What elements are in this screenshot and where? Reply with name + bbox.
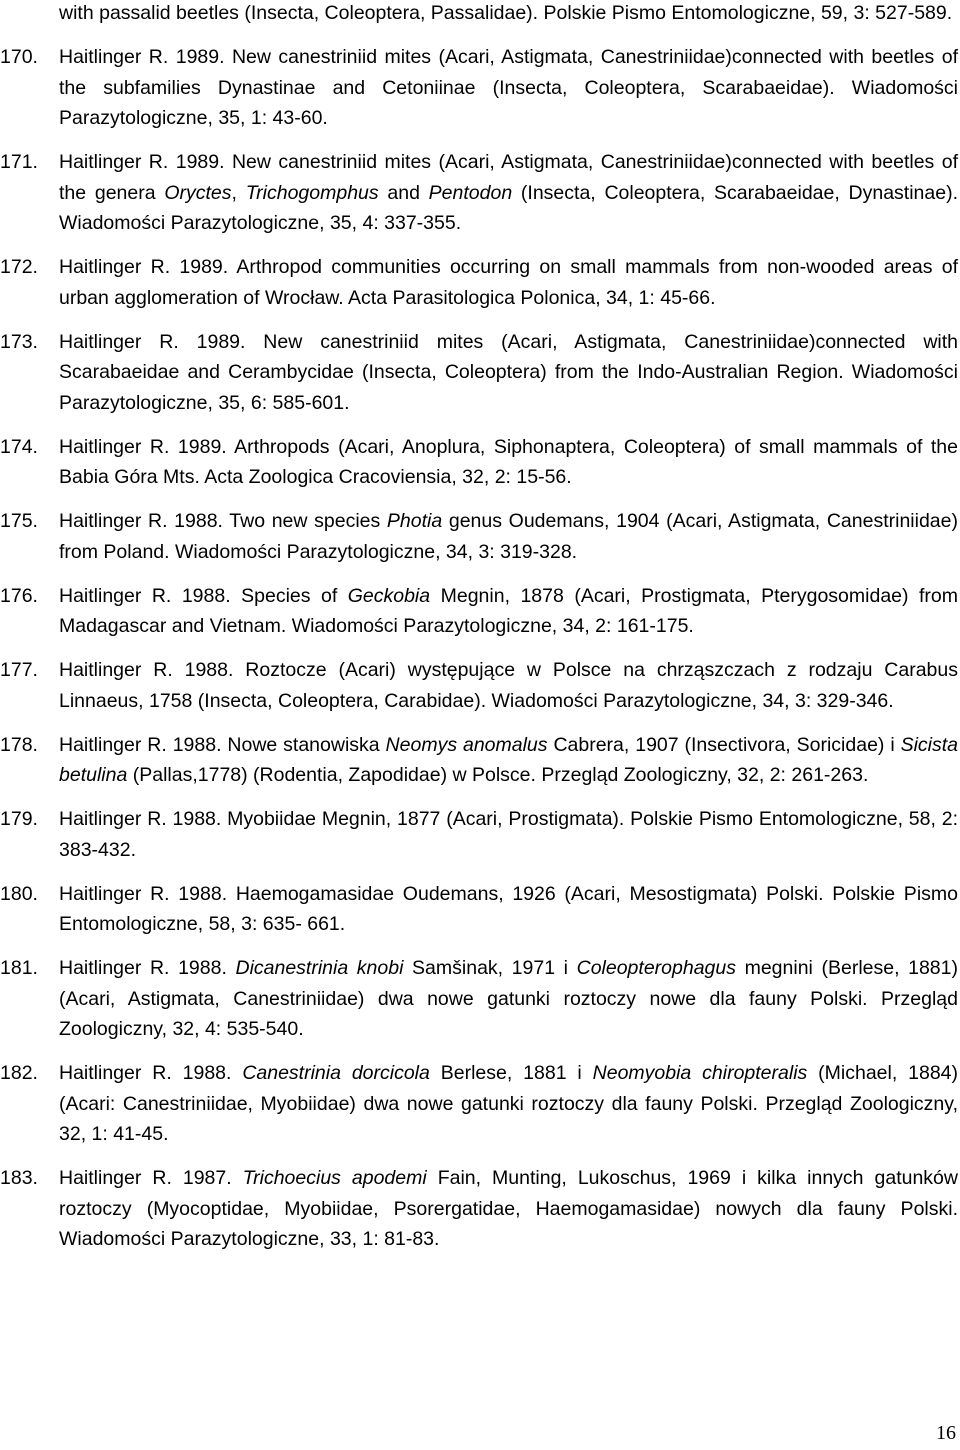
citation-text: Haitlinger R. 1989. New canestriniid mites (Acari, Astigmata, Canestriniidae)connected with Scarabaeidae and Cerambycidae (Insecta, Coleoptera) from the Indo-Australian Region. Wiadomości Parazytologiczne, 35, 6: 585-601. — [59, 330, 958, 414]
entry-citation — [59, 256, 958, 309]
page-number: 16 — [936, 1421, 956, 1444]
entry-number: 178. — [0, 733, 38, 756]
bibliography-entry — [0, 432, 960, 493]
citation-text: Haitlinger R. 1987. — [59, 1167, 243, 1189]
entry-number: 174. — [0, 435, 38, 458]
bibliography-entry — [0, 1058, 960, 1150]
citation-text: Haitlinger R. 1988. Myobiidae Megnin, 1877 (Acari, Prostigmata). Polskie Pismo Entomologiczne, 58, 2: 383-432. — [59, 808, 958, 861]
citation-text: Haitlinger R. 1989. New canestriniid mites (Acari, Astigmata, Canestriniidae)connected with beetles of the subfamilies Dynastinae and Cetoniinae (Insecta, Coleoptera, Scarabaeidae). Wiadomości Parazytologiczne, 35, 1: 43-60. — [59, 46, 958, 129]
entry-citation — [59, 46, 958, 129]
bibliography-entry — [0, 0, 960, 29]
bibliography-entry — [0, 581, 960, 642]
citation-text: Haitlinger R. 1989. New canestriniid mites (Acari, Astigmata, Canestriniidae)connected with beetles of the genera — [59, 151, 958, 204]
entry-number: 175. — [0, 510, 38, 532]
bibliography-entry — [0, 953, 960, 1045]
citation-text: Berlese, 1881 i — [429, 1062, 593, 1084]
citation-text: Haitlinger R. 1988. Nowe stanowiska — [59, 733, 386, 756]
entry-citation — [59, 331, 958, 414]
taxon-name: Neomyobia chiropteralis — [592, 1062, 808, 1084]
citation-text: , — [231, 181, 246, 204]
citation-text: Cabrera, 1907 (Insectivora, Soricidae) i — [547, 733, 901, 756]
entry-citation — [59, 883, 958, 936]
entry-number: 182. — [0, 1062, 38, 1084]
entry-citation — [59, 734, 958, 787]
taxon-name: Photia — [386, 510, 443, 532]
entry-citation — [59, 585, 958, 638]
entry-number: 170. — [0, 46, 38, 68]
citation-text: Haitlinger R. 1988. Haemogamasidae Oudemans, 1926 (Acari, Mesostigmata) Polski. Polskie Pismo Entomologiczne, 58, 3: 635- 661. — [59, 882, 958, 935]
bibliography-entry — [0, 730, 960, 791]
entry-citation — [59, 957, 958, 1040]
bibliography-entry — [0, 147, 960, 239]
citation-text: and — [378, 181, 429, 204]
citation-text: Haitlinger R. 1988. Two new species — [59, 510, 387, 532]
citation-text: (Insecta, Coleoptera, Scarabaeidae, Dynastinae). Wiadomości Parazytologiczne, 35, 4: 337-355. — [59, 181, 958, 234]
entry-citation — [59, 436, 958, 489]
citation-text: with passalid beetles (Insecta, Coleoptera, Passalidae). Polskie Pismo Entomologiczne, 59, 3: 527-589. — [59, 2, 953, 24]
entry-citation — [59, 151, 958, 234]
entry-citation — [59, 808, 958, 861]
citation-text: genus Oudemans, 1904 (Acari, Astigmata, Canestriniidae) from Poland. Wiadomości Parazytologiczne, 34, 3: 319-328. — [59, 510, 958, 563]
entry-citation — [59, 510, 958, 563]
bibliography-entry — [0, 252, 960, 313]
citation-text: Haitlinger R. 1989. Arthropods (Acari, Anoplura, Siphonaptera, Coleoptera) of small mammals of the Babia Góra Mts. Acta Zoologica Cracoviensia, 32, 2: 15-56. — [59, 435, 958, 488]
entry-citation — [59, 2, 952, 24]
taxon-name: Sicista betulina — [59, 733, 959, 786]
bibliography-entry — [0, 879, 960, 940]
taxon-name: Dicanestrinia knobi — [235, 957, 404, 979]
taxon-name: Neomys anomalus — [385, 733, 548, 756]
taxon-name: Pentodon — [428, 181, 513, 204]
citation-text: Haitlinger R. 1989. Arthropod communities occurring on small mammals from non-wooded areas of urban agglomeration of Wrocław. Acta Parasitologica Polonica, 34, 1: 45-66. — [59, 256, 958, 309]
entry-number: 171. — [0, 151, 38, 173]
taxon-name: Oryctes — [164, 181, 232, 204]
entry-number: 176. — [0, 584, 38, 607]
entry-citation — [59, 1062, 958, 1145]
bibliography-entry — [0, 804, 960, 865]
bibliography-entry — [0, 506, 960, 567]
bibliography-entry — [0, 327, 960, 419]
entry-number: 183. — [0, 1167, 38, 1189]
entry-number: 179. — [0, 808, 38, 830]
taxon-name: Geckobia — [347, 584, 431, 607]
citation-text: (Michael, 1884) (Acari: Canestriniidae, Myobiidae) dwa nowe gatunki roztoczy dla fauny Polski. Przegląd Zoologiczny, 32, 1: 41-45. — [59, 1062, 959, 1145]
entry-number: 173. — [0, 330, 38, 353]
citation-text: megnini (Berlese, 1881) (Acari, Astigmata, Canestriniidae) dwa nowe gatunki roztoczy nowe dla fauny Polski. Przegląd Zoologiczny, 32, 4: 535-540. — [59, 957, 958, 1040]
taxon-name: Coleopterophagus — [576, 957, 736, 979]
entry-citation — [59, 1167, 958, 1250]
bibliography-entry — [0, 42, 960, 134]
citation-text: Haitlinger R. 1988. — [59, 957, 236, 979]
bibliography-entry — [0, 1163, 960, 1255]
bibliography-entry — [0, 655, 960, 716]
citation-text: Haitlinger R. 1988. Species of — [59, 584, 348, 607]
taxon-name: Canestrinia dorcicola — [242, 1062, 430, 1084]
entry-citation — [59, 659, 958, 712]
citation-text: Haitlinger R. 1988. — [59, 1062, 243, 1084]
citation-text: Megnin, 1878 (Acari, Prostigmata, Pterygosomidae) from Madagascar and Vietnam. Wiadomości Parazytologiczne, 34, 2: 161-175. — [59, 584, 958, 637]
entry-number: 180. — [0, 882, 38, 905]
citation-text: Fain, Munting, Lukoschus, 1969 i kilka innych gatunków roztoczy (Myocoptidae, Myobiidae, Psorergatidae, Haemogamasidae) nowych dla fauny Polski. Wiadomości Parazytologiczne, 33, 1: 81-83. — [59, 1167, 958, 1250]
citation-text: (Pallas,1778) (Rodentia, Zapodidae) w Polsce. Przegląd Zoologiczny, 32, 2: 261-263. — [127, 764, 869, 786]
entry-number: 181. — [0, 957, 38, 979]
entry-number: 172. — [0, 256, 38, 278]
taxon-name: Trichoecius apodemi — [242, 1167, 427, 1189]
citation-text: Haitlinger R. 1988. Roztocze (Acari) występujące w Polsce na chrząszczach z rodzaju Carabus Linnaeus, 1758 (Insecta, Coleoptera, Carabidae). Wiadomości Parazytologiczne, 34, 3: 329-346. — [59, 659, 958, 712]
citation-text: Samšinak, 1971 i — [403, 957, 577, 979]
entry-number: 177. — [0, 659, 38, 681]
taxon-name: Trichogomphus — [245, 181, 379, 204]
